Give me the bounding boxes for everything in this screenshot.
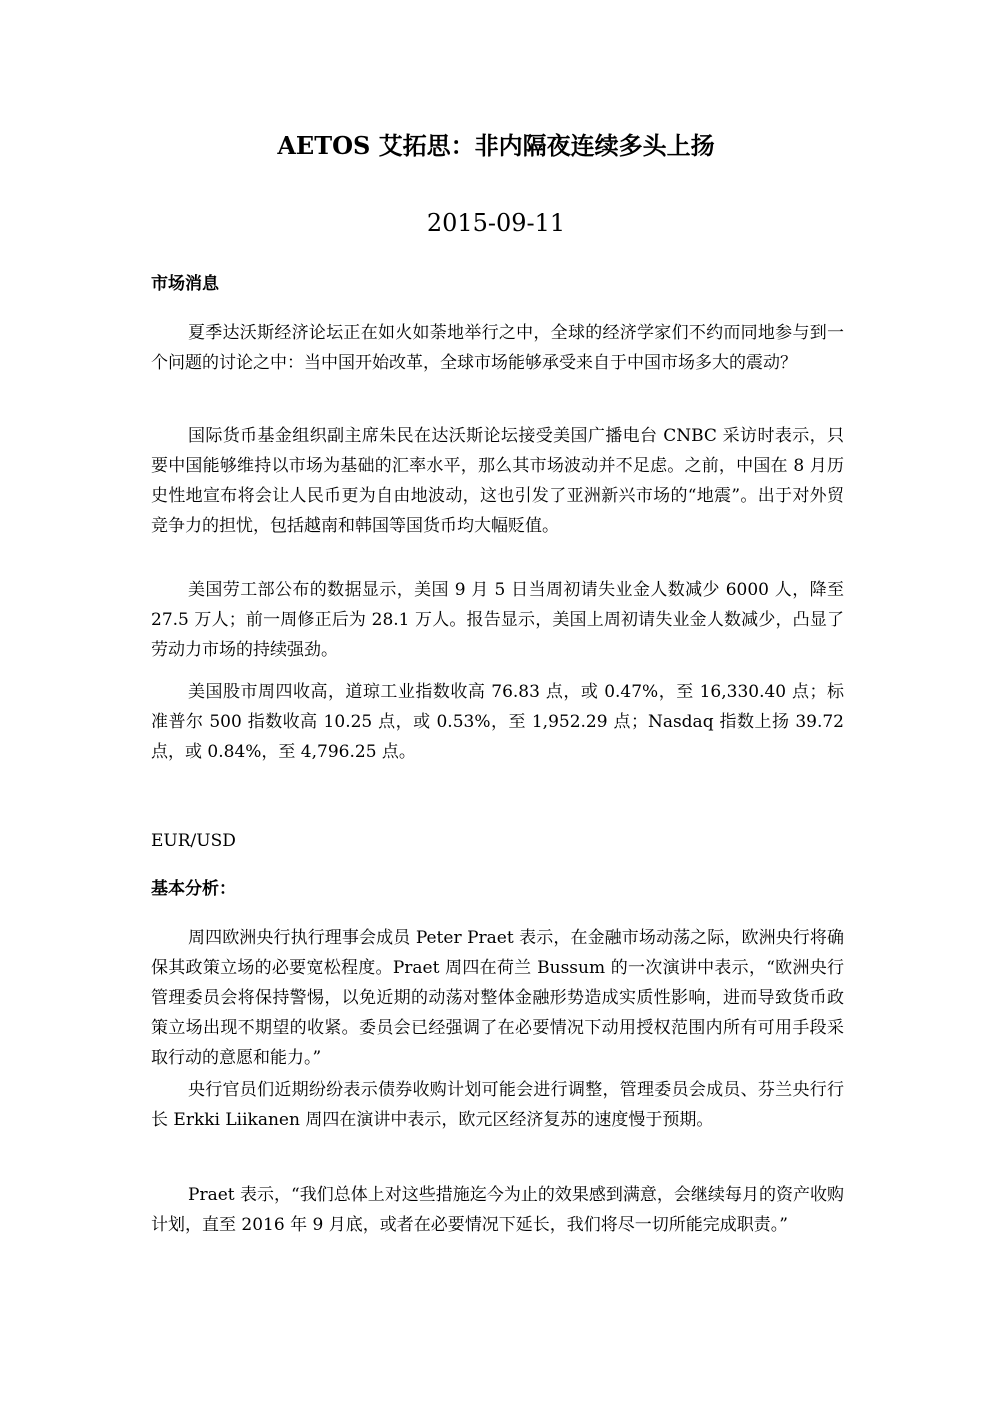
market-paragraph: 夏季达沃斯经济论坛正在如火如荼地举行之中，全球的经济学家们不约而同地参与到一个问题的讨论之中：当中国开始改革，全球市场能够承受来自于中国市场多大的震动？	[151, 323, 844, 373]
document-title: AETOS 艾拓思：非内隔夜连续多头上扬	[277, 131, 715, 160]
document-date: 2015-09-11	[426, 209, 566, 237]
market-paragraph: 美国股市周四收高，道琼工业指数收高 76.83 点，或 0.47%，至 16,330.40 点；标准普尔 500 指数收高 10.25 点，或 0.53%，至 1,952.29 点；Nasdaq 指数上扬 39.72 点，或 0.84%，至 4,796.25 点。	[151, 682, 844, 762]
fundamental-paragraph: 周四欧洲央行执行理事会成员 Peter Praet 表示，在金融市场动荡之际，欧洲央行将确保其政策立场的必要宽松程度。Praet 周四在荷兰 Bussum 的一次演讲中表示，“欧洲央行管理委员会将保持警惕，以免近期的动荡对整体金融形势造成实质性影响，进而导致货币政策立场出现不期望的收紧。委员会已经强调了在必要情况下动用授权范围内所有可用手段采取行动的意愿和能力。”	[151, 928, 844, 1068]
currency-pair-label: EUR/USD	[151, 831, 236, 851]
market-paragraph: 美国劳工部公布的数据显示，美国 9 月 5 日当周初请失业金人数减少 6000 人，降至 27.5 万人；前一周修正后为 28.1 万人。报告显示，美国上周初请失业金人数减少，凸显了劳动力市场的持续强劲。	[151, 580, 844, 660]
fundamental-paragraph: Praet 表示，“我们总体上对这些措施迄今为止的效果感到满意，会继续每月的资产收购计划，直至 2016 年 9 月底，或者在必要情况下延长，我们将尽一切所能完成职责。”	[151, 1185, 844, 1235]
market-paragraph: 国际货币基金组织副主席朱民在达沃斯论坛接受美国广播电台 CNBC 采访时表示，只要中国能够维持以市场为基础的汇率水平，那么其市场波动并不足虑。之前，中国在 8 月历史性地宣布将会让人民币更为自由地波动，这也引发了亚洲新兴市场的“地震”。出于对外贸竞争力的担忧，包括越南和韩国等国货币均大幅贬值。	[151, 426, 844, 536]
fundamental-paragraph: 央行官员们近期纷纷表示债券收购计划可能会进行调整，管理委员会成员、芬兰央行行长 Erkki Liikanen 周四在演讲中表示，欧元区经济复苏的速度慢于预期。	[151, 1080, 844, 1130]
section-heading-fundamental: 基本分析：	[151, 879, 236, 899]
section-heading-market: 市场消息	[151, 274, 219, 294]
